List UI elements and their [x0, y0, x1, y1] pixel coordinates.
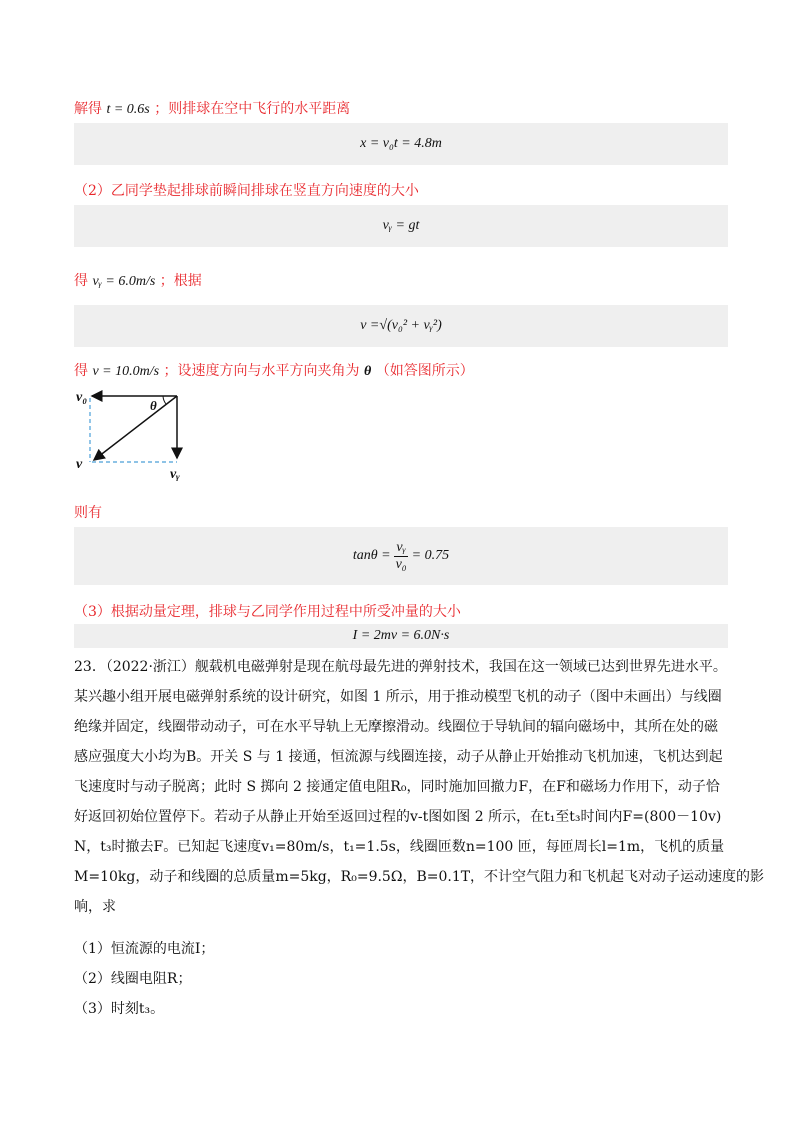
problem-line: 绝缘并固定，线圈带动动子，可在水平导轨上无摩擦滑动。线圈位于导轨间的辐向磁场中，其所在处的磁 — [74, 719, 718, 735]
problem-line: 响，求 — [74, 899, 116, 915]
formula-v: v = √(v₀² + vᵧ²) — [74, 305, 728, 347]
t-value: t = 0.6s — [106, 102, 150, 117]
label-v: v — [76, 457, 83, 472]
then-label: 则有 — [74, 505, 102, 521]
problem-line: N，t₃时撤去F。已知起飞速度v₁=80m/s，t₁=1.5s，线圈匝数n=100 匝，每匝周长l=1m，飞机的质量 — [74, 839, 725, 855]
problem-line: 23．（2022·浙江）舰载机电磁弹射是现在航母最先进的弹射技术，我国在这一领域已达到世界先进水平。 — [74, 659, 727, 675]
formula-vy: vᵧ = gt — [74, 205, 728, 247]
tan-fraction: $\frac{\text{vᵧ}}{\text{v₀}}$ — [395, 539, 407, 572]
problem-line: 飞速度时与动子脱离；此时 S 掷向 2 接通定值电阻R₀，同时施加回撤力F，在F和磁场力作用下，动子恰 — [74, 779, 720, 795]
velocity-diagram — [70, 384, 200, 484]
formula-impulse: I = 2mv = 6.0N·s — [74, 624, 728, 648]
problem-line: 感应强度大小均为B。开关 S 与 1 接通，恒流源与线圈连接，动子从静止开始推动飞机加速，飞机达到起 — [74, 749, 723, 765]
question-1: （1）恒流源的电流I； — [74, 941, 215, 957]
question-3: （3）时刻t₃。 — [74, 1001, 165, 1017]
problem-line: M=10kg，动子和线圈的总质量m=5kg，R₀=9.5Ω，B=0.1T，不计空气阻力和飞机起飞对动子运动速度的影 — [74, 869, 765, 885]
step3-heading: （3）根据动量定理，排球与乙同学作用过程中所受冲量的大小 — [74, 604, 461, 620]
v-arrow — [94, 396, 177, 460]
step1-line: 解得 t = 0.6s ；则排球在空中飞行的水平距离 — [74, 101, 351, 117]
label-theta: θ — [150, 398, 157, 413]
formula-tan: tanθ = $\frac{\text{vᵧ}}{\text{v₀}}$ = 0.75 — [74, 527, 728, 585]
problem-23 — [74, 652, 764, 922]
question-2: （2）线圈电阻R； — [74, 971, 192, 987]
angle-arc — [163, 396, 166, 404]
v-result-line: 得 v = 10.0m/s ；设速度方向与水平方向夹角为 θ （如答图所示） — [74, 363, 474, 379]
problem-line: 好返回初始位置停下。若动子从静止开始至返回过程的v-t图如图 2 所示，在t₁至t₃时间内F=(800－10v) — [74, 809, 722, 825]
problem-line: 某兴趣小组开展电磁弹射系统的设计研究，如图 1 所示，用于推动模型飞机的动子（图中未画出）与线圈 — [74, 689, 722, 705]
formula-x: x = v₀t = 4.8m — [74, 123, 728, 165]
label-vy: vᵧ — [170, 467, 180, 482]
label-v0: v₀ — [76, 390, 88, 405]
step2-heading: （2）乙同学垫起排球前瞬间排球在竖直方向速度的大小 — [74, 183, 419, 199]
vy-result-line: 得 vᵧ = 6.0m/s ；根据 — [74, 273, 202, 289]
